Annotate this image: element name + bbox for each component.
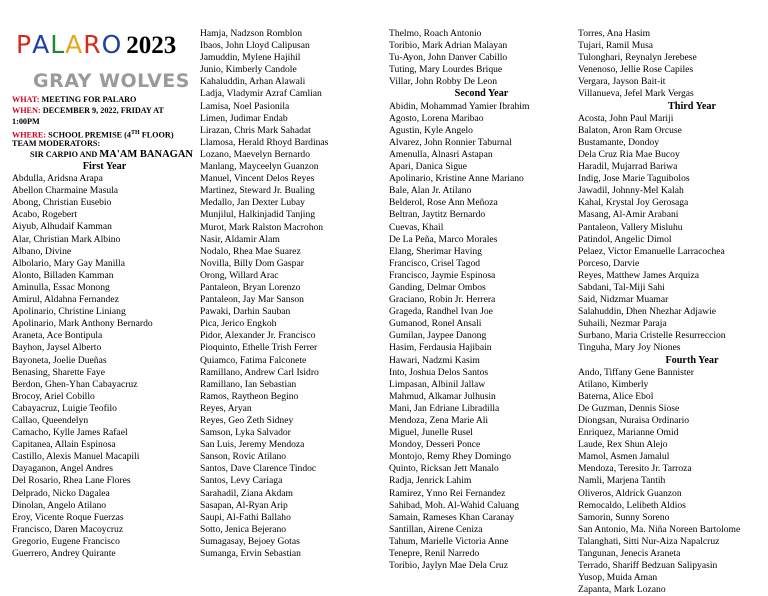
roster-name: Castillo, Alexis Manuel Macapili xyxy=(12,451,140,463)
column-3 xyxy=(389,28,574,572)
roster-name: Venenoso, Jellie Rose Capiles xyxy=(578,64,694,76)
roster-name: Tujari, Ramil Musa xyxy=(578,40,654,52)
palaro-letter: A xyxy=(32,30,51,59)
roster-name: Mani, Jan Edriane Libradilla xyxy=(389,402,500,414)
roster-name: Tu-Ayon, John Danver Cabillo xyxy=(389,52,508,64)
second-year-heading: Second Year xyxy=(454,88,509,100)
roster-name: Amenulla, Alnasri Astapan xyxy=(389,148,493,160)
roster-name: Mahmud, Alkamar Julhusin xyxy=(389,390,496,402)
roster-name: Del Rosario, Rhea Lane Flores xyxy=(12,475,131,487)
when-value: DECEMBER 9, 2022, FRIDAY AT xyxy=(40,106,164,115)
roster-name: Patindol, Angelic Dimol xyxy=(578,233,672,245)
roster-name: Talanghati, Sitti Nur-Aiza Napalcruz xyxy=(578,535,720,547)
roster-name: Bayoneta, Joelie Dueñas xyxy=(12,354,107,366)
roster-name: Belderol, Rose Ann Meñoza xyxy=(389,197,498,209)
roster-name: Tenepre, Renil Narredo xyxy=(389,548,480,560)
roster-name: Montojo, Remy Rhey Domingo xyxy=(389,451,512,463)
roster-name: Hasim, Ferdausia Hajibain xyxy=(389,342,492,354)
roster-name: Abong, Christian Eusebio xyxy=(12,197,112,209)
column-3-top-list xyxy=(389,28,574,88)
roster-name: Pawaki, Darhin Sauban xyxy=(200,306,291,318)
roster-name: Indig, Jose Marie Taguibolos xyxy=(578,173,690,185)
roster-name: Sumanga, Ervin Sebastian xyxy=(200,548,301,560)
roster-name: Dayaganon, Angel Andres xyxy=(12,463,113,475)
roster-name: Abellon Charmaine Masula xyxy=(12,185,119,197)
roster-name: Jamuddin, Mylene Hajihil xyxy=(200,52,301,64)
roster-name: Suhaili, Nezmar Paraja xyxy=(578,318,667,330)
roster-name: Santos, Dave Clarence Tindoc xyxy=(200,463,317,475)
palaro-letter: R xyxy=(83,30,102,59)
roster-name: Manuel, Vincent Delos Reyes xyxy=(200,173,315,185)
roster-name: Laude, Rex Shun Alejo xyxy=(578,439,668,451)
roster-name: Beltran, Jaytitz Bernardo xyxy=(389,209,486,221)
roster-name: Kahal, Krystal Joy Gerosaga xyxy=(578,197,689,209)
where-label: WHERE: xyxy=(12,130,47,140)
roster-name: Pantaleon, Vallery Misluhu xyxy=(578,221,683,233)
roster-name: Alvarez, John Ronnier Taburnal xyxy=(389,136,512,148)
when-line xyxy=(12,106,164,117)
roster-name: Brocoy, Ariel Cobillo xyxy=(12,390,95,402)
roster-name: Mendoza, Zena Marie Ali xyxy=(389,415,489,426)
roster-name: Alonto, Billaden Kamman xyxy=(12,269,114,281)
column-2-list xyxy=(200,28,385,560)
roster-name: Saupi, Al-Fathi Ballaho xyxy=(200,511,291,523)
palaro-letter: A xyxy=(65,30,84,59)
roster-name: Into, Joshua Delos Santos xyxy=(389,366,489,378)
third-year-heading: Third Year xyxy=(667,100,716,112)
roster-name: Tahum, Marielle Victoria Anne xyxy=(389,535,509,547)
roster-name: Villar, John Robby De Leon xyxy=(389,76,498,88)
when-label: WHEN: xyxy=(12,106,41,115)
roster-name: Eroy, Vicente Roque Fuerzas xyxy=(12,511,124,523)
first-year-section xyxy=(12,161,197,560)
roster-name: Vergara, Jayson Bait-it xyxy=(578,76,666,88)
first-year-heading: First Year xyxy=(82,161,127,172)
roster-name: Diongsan, Nuraisa Ordinario xyxy=(578,415,690,426)
roster-name: Orong, Willard Arac xyxy=(200,269,279,281)
roster-name: Atilano, Kimberly xyxy=(578,378,649,390)
roster-name: Acabo, Rogebert xyxy=(12,209,78,221)
roster-name: Bale, Alan Jr. Atilano xyxy=(389,185,472,197)
roster-name: Benasing, Sharette Faye xyxy=(12,366,105,378)
roster-name: Tuting, Mary Lourdes Brique xyxy=(389,64,503,76)
what-label: WHAT: xyxy=(12,95,40,104)
roster-name: Nasir, Aldamir Alam xyxy=(200,233,280,245)
roster-name: Miguel, Junelle Rusel xyxy=(389,427,473,439)
roster-name: Abdulla, Aridsna Arapa xyxy=(12,173,103,185)
roster-name: Bayhon, Jaysel Alberto xyxy=(12,342,102,354)
roster-name: Araneta, Ace Bontipula xyxy=(12,330,103,342)
where-end: FLOOR) xyxy=(139,130,174,140)
roster-name: Sasapan, Al-Ryan Arip xyxy=(200,499,288,511)
roster-name: Villanueva, Jefel Mark Vergas xyxy=(578,88,694,100)
roster-name: Ramillano, Andrew Carl Isidro xyxy=(200,366,319,378)
roster-name: Ando, Tiffany Gene Bannister xyxy=(578,366,695,378)
roster-name: Tangunan, Jenecis Araneta xyxy=(578,548,681,560)
column-4 xyxy=(578,28,766,596)
roster-name: Capitanea, Allain Espinosa xyxy=(12,439,116,451)
roster-name: Lamisa, Noel Pasionila xyxy=(200,100,290,112)
roster-name: Samson, Lyka Salvador xyxy=(200,427,291,439)
roster-name: Dinolan, Angelo Atilano xyxy=(12,499,107,511)
roster-name: Aminulla, Essac Monong xyxy=(12,281,110,293)
roster-name: Baterna, Alice Ebol xyxy=(578,390,654,402)
column-2 xyxy=(200,28,385,560)
where-value: SCHOOL PREMISE (4 xyxy=(46,130,131,140)
second-year-list xyxy=(389,101,574,573)
fourth-year-heading: Fourth Year xyxy=(665,354,719,366)
roster-name: Delprado, Nicko Dagalea xyxy=(12,487,110,499)
roster-name: Pidor, Alexander Jr. Francisco xyxy=(200,330,316,342)
roster-name: Sotto, Jenica Bejerano xyxy=(200,523,287,535)
roster-name: Surbano, Maria Cristelle Resurreccion xyxy=(578,330,726,342)
roster-name: Gumanod, Ronel Ansali xyxy=(389,318,482,330)
palaro-letter: P xyxy=(16,30,33,59)
roster-name: Pica, Jerico Engkoh xyxy=(200,318,277,330)
roster-name: Apolinario, Christine Liniang xyxy=(12,306,126,318)
roster-name: Apolinario, Kristine Anne Mariano xyxy=(389,173,524,185)
roster-name: Tulonghari, Reynalyn Jerebese xyxy=(578,52,697,64)
roster-name: Agosto, Lorena Maribao xyxy=(389,112,484,124)
roster-name: Porceso, Darvie xyxy=(578,257,640,269)
roster-name: Radja, Jenrick Lahim xyxy=(389,475,472,487)
roster-name: Limpasan, Albinil Jallaw xyxy=(389,378,486,390)
roster-name: Pantaleon, Jay Mar Sanson xyxy=(200,294,304,306)
roster-name: Cuevas, Khail xyxy=(389,221,444,233)
roster-name: Ibaos, John Lloyd Calipusan xyxy=(200,40,310,52)
roster-name: Sanson, Rovic Atilano xyxy=(200,451,287,463)
roster-name: Novilla, Billy Dom Gaspar xyxy=(200,257,304,269)
roster-name: Abidin, Mohammad Yamier Ibrahim xyxy=(389,100,530,112)
roster-name: Kahaluddin, Arhan Alawali xyxy=(200,76,306,88)
roster-name: Agustin, Kyle Angelo xyxy=(389,124,473,136)
roster-name: Guerrero, Andrey Quirante xyxy=(12,548,116,559)
roster-name: Bustamante, Dondoy xyxy=(578,136,660,148)
roster-name: Ramirez, Ynno Rei Fernandez xyxy=(389,487,506,499)
roster-name: Camacho, Kylle James Rafael xyxy=(12,427,128,439)
roster-name: Thelmo, Roach Antonio xyxy=(389,28,482,39)
roster-name: Santillan, Airene Ceniza xyxy=(389,523,483,535)
roster-name: Mondoy, Desseri Ponce xyxy=(389,439,481,451)
roster-name: Samorin, Sunny Soreno xyxy=(578,511,670,523)
roster-name: Reyes, Geo Zeth Sidney xyxy=(200,415,294,426)
roster-name: Gregorio, Eugene Francisco xyxy=(12,535,120,547)
roster-name: Medallo, Jan Dexter Lubay xyxy=(200,197,305,209)
what-value: MEETING FOR PALARO xyxy=(39,95,137,104)
roster-name: Remocaldo, Lelibeth Aldios xyxy=(578,499,686,511)
roster-name: Apolinario, Mark Anthony Bernardo xyxy=(12,318,153,330)
roster-name: Ladja, Vladymir Azraf Camlian xyxy=(200,88,322,100)
roster-name: Callao, Queendelyn xyxy=(12,414,89,426)
roster-name: Albolario, Mary Gay Manilla xyxy=(12,257,125,269)
roster-name: Tinguha, Mary Joy Niones xyxy=(578,342,681,354)
roster-name: Mendoza, Teresito Jr. Tarroza xyxy=(578,463,692,475)
roster-name: Limen, Judimar Endab xyxy=(200,112,288,124)
roster-name: Samain, Rameses Khan Caranay xyxy=(389,511,515,523)
what-line xyxy=(12,95,136,106)
palaro-title xyxy=(16,30,122,59)
roster-name: Sumagasay, Bejoey Gotas xyxy=(200,535,300,547)
roster-name: Alar, Christian Mark Albino xyxy=(12,233,121,245)
roster-name: Ramillano, Ian Sebastian xyxy=(200,378,297,390)
column-4-top-list xyxy=(578,28,766,101)
roster-name: Murot, Mark Ralston Macrohon xyxy=(200,221,324,233)
roster-name: Yusop, Muida Aman xyxy=(578,572,658,584)
roster-name: Reyes, Aryan xyxy=(200,402,252,414)
roster-name: Haradil, Mujarrad Bariwa xyxy=(578,161,678,173)
roster-name: Mamol, Asmen Jamalul xyxy=(578,451,670,463)
roster-name: Sarahadil, Ziana Akdam xyxy=(200,487,293,499)
roster-name: Gumilan, Jaypee Danong xyxy=(389,330,487,342)
roster-name: Aiyub, Alhudaif Kamman xyxy=(12,221,112,233)
roster-name: Said, Nidzmar Muamar xyxy=(578,294,669,306)
moderators-b: MA'AM BANAGAN xyxy=(99,149,193,160)
roster-name: Toribio, Mark Adrian Malayan xyxy=(389,40,508,52)
roster-name: Masang, Al-Amir Arabani xyxy=(578,209,679,221)
roster-name: De La Peña, Marco Morales xyxy=(389,233,498,245)
roster-name: Pantaleon, Bryan Lorenzo xyxy=(200,281,301,293)
roster-name: Hamja, Nadzson Romblon xyxy=(200,28,303,39)
roster-name: San Antonio, Ma. Niña Noreen Bartolome xyxy=(578,523,741,535)
roster-name: Berdon, Ghen-Yhan Cabayacruz xyxy=(12,378,138,390)
title-row xyxy=(16,30,176,60)
roster-name: Cabayacruz, Luigie Teofilo xyxy=(12,402,117,414)
roster-name: Acosta, John Paul Mariji xyxy=(578,112,674,124)
where-sup: TH xyxy=(130,130,140,136)
roster-name: Apari, Danica Sigue xyxy=(389,161,468,173)
third-year-list xyxy=(578,113,766,355)
roster-name: Manlang, Mayceelyn Guanzon xyxy=(200,161,319,173)
roster-name: Oliveros, Aldrick Guanzon xyxy=(578,487,682,499)
roster-name: Balaton, Aron Ram Orcuse xyxy=(578,124,682,136)
palaro-letter: O xyxy=(101,30,123,59)
roster-name: Pioquinto, Ethelle Trish Ferrer xyxy=(200,342,318,354)
fourth-year-list xyxy=(578,367,766,596)
roster-name: Llamosa, Herald Rhoyd Bardinas xyxy=(200,136,329,148)
roster-name: Quinto, Ricksan Jett Manalo xyxy=(389,463,499,475)
roster-name: Enriquez, Marianne Omid xyxy=(578,427,679,439)
roster-name: Sabdani, Tal-Miji Sahi xyxy=(578,281,665,293)
roster-name: Jawadil, Johnny-Mel Kalah xyxy=(578,185,684,197)
roster-name: Graciano, Robin Jr. Herrera xyxy=(389,294,496,306)
moderators-label: TEAM MODERATORS: xyxy=(12,139,101,148)
roster-name: Amirul, Aldahna Fernandez xyxy=(12,294,119,306)
roster-name: Sahibad, Moh. Al-Wahid Caluang xyxy=(389,499,520,511)
roster-name: Ramos, Raytheon Begino xyxy=(200,390,299,402)
when-cont: 1:00PM xyxy=(12,117,40,126)
first-year-list xyxy=(12,173,197,560)
roster-name: De Guzman, Dennis Siose xyxy=(578,402,680,414)
roster-name: Lozano, Maevelyn Bernardo xyxy=(200,148,311,160)
roster-name: Namli, Marjena Tantih xyxy=(578,475,666,487)
roster-name: Lirazan, Chris Mark Sahadat xyxy=(200,124,311,136)
roster-name: Francisco, Daren Macoycruz xyxy=(12,523,124,535)
roster-name: Nodalo, Rhea Mae Suarez xyxy=(200,245,301,257)
roster-name: Francisco, Crisel Tagod xyxy=(389,257,481,269)
roster-name: Santos, Levy Cariaga xyxy=(200,475,283,487)
roster-name: Toribio, Jaylyn Mae Dela Cruz xyxy=(389,560,508,572)
roster-name: Junio, Kimberly Candole xyxy=(200,64,297,76)
team-name: GRAY WOLVES xyxy=(33,70,190,92)
roster-name: Martinez, Steward Jr. Bualing xyxy=(200,185,315,197)
roster-name: Francisco, Jaymie Espinosa xyxy=(389,269,496,281)
roster-name: Torres, Ana Hasim xyxy=(578,28,651,39)
roster-name: Pelaez, Victor Emanuelle Larracochea xyxy=(578,245,725,257)
moderators-a: SIR CARPIO AND xyxy=(30,150,100,159)
roster-name: Quiamco, Fatima Falconete xyxy=(200,354,307,366)
roster-name: Albano, Divine xyxy=(12,245,72,257)
roster-name: Munjilul, Halkinjadid Tanjing xyxy=(200,209,316,221)
moderators-line xyxy=(30,149,193,160)
roster-name: Reyes, Matthew James Arquiza xyxy=(578,269,699,281)
roster-name: Grageda, Randhel Ivan Joe xyxy=(389,306,493,318)
roster-name: Terrado, Shariff Bedzuan Salipyasin xyxy=(578,560,718,572)
palaro-letter: L xyxy=(50,30,66,59)
roster-name: Ganding, Delmar Ombos xyxy=(389,281,486,293)
year-title: 2023 xyxy=(126,32,177,59)
roster-name: Elang, Sherimar Having xyxy=(389,245,482,257)
roster-name: Hawari, Nadzmi Kasim xyxy=(389,354,480,366)
roster-name: San Luis, Jeremy Mendoza xyxy=(200,439,305,451)
roster-name: Zapanta, Mark Lozano xyxy=(578,584,666,596)
roster-name: Salahuddin, Dhen Nhezhar Adjawie xyxy=(578,306,717,318)
roster-name: Dela Cruz Ria Mae Bucoy xyxy=(578,148,680,160)
